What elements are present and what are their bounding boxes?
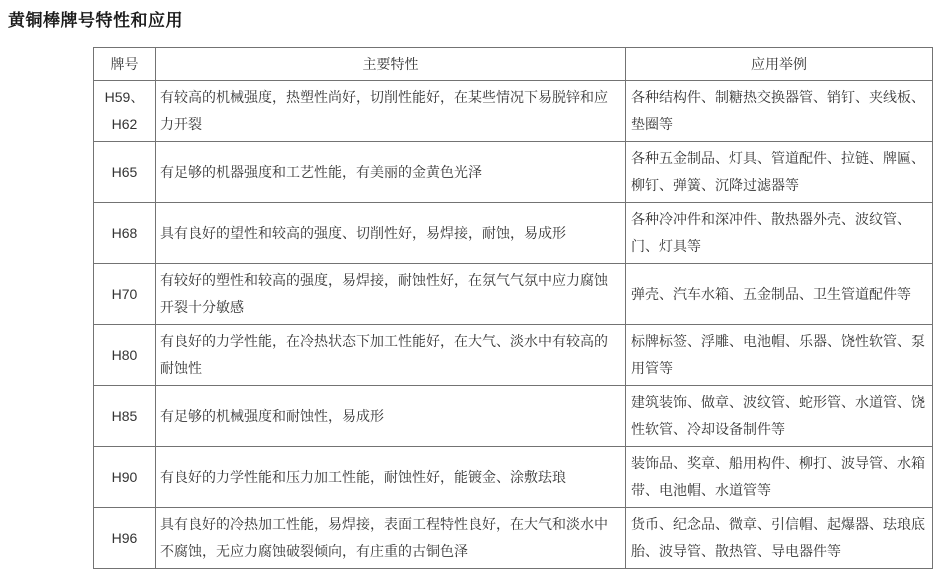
applications-cell: 装饰品、奖章、船用构件、柳打、波导管、水箱带、电池帽、水道管等 [626, 447, 933, 508]
grade-cell: H90 [94, 447, 156, 508]
applications-cell: 各种五金制品、灯具、管道配件、拉链、牌匾、柳钉、弹簧、沉降过滤器等 [626, 142, 933, 203]
features-cell: 有较高的机械强度，热塑性尚好，切削性能好，在某些情况下易脱锌和应力开裂 [156, 81, 626, 142]
grade-cell: H68 [94, 203, 156, 264]
grade-cell: H85 [94, 386, 156, 447]
table-row [94, 508, 933, 569]
grade-cell: H96 [94, 508, 156, 569]
features-cell: 有足够的机械强度和耐蚀性，易成形 [156, 386, 626, 447]
grade-cell: H80 [94, 325, 156, 386]
header-row [94, 48, 933, 81]
applications-cell: 货币、纪念品、微章、引信帽、起爆器、珐琅底胎、波导管、散热管、导电器件等 [626, 508, 933, 569]
features-cell: 有良好的力学性能，在冷热状态下加工性能好，在大气、淡水中有较高的耐蚀性 [156, 325, 626, 386]
features-cell: 有足够的机器强度和工艺性能，有美丽的金黄色光泽 [156, 142, 626, 203]
applications-cell: 标牌标签、浮雕、电池帽、乐器、饶性软管、泵用管等 [626, 325, 933, 386]
table-row [94, 142, 933, 203]
table-row [94, 325, 933, 386]
table-row [94, 203, 933, 264]
table-row [94, 447, 933, 508]
table-row [94, 386, 933, 447]
features-cell: 有良好的力学性能和压力加工性能，耐蚀性好，能镀金、涂敷珐琅 [156, 447, 626, 508]
brass-grades-table [93, 47, 933, 569]
applications-cell: 建筑装饰、做章、波纹管、蛇形管、水道管、饶性软管、冷却设备制件等 [626, 386, 933, 447]
table-row [94, 264, 933, 325]
table-header [94, 48, 933, 81]
grade-cell: H59、H62 [94, 81, 156, 142]
grade-cell: H70 [94, 264, 156, 325]
applications-cell: 各种冷冲件和深冲件、散热器外壳、波纹管、门、灯具等 [626, 203, 933, 264]
page-title: 黄铜棒牌号特性和应用 [8, 11, 183, 30]
applications-cell: 各种结构件、制糖热交换器管、销钉、夹线板、垫圈等 [626, 81, 933, 142]
grade-cell: H65 [94, 142, 156, 203]
col-header-applications: 应用举例 [626, 48, 933, 81]
applications-cell: 弹壳、汽车水箱、五金制品、卫生管道配件等 [626, 264, 933, 325]
col-header-grade: 牌号 [94, 48, 156, 81]
table-row [94, 81, 933, 142]
col-header-features: 主要特性 [156, 48, 626, 81]
features-cell: 具有良好的望性和较高的强度、切削性好，易焊接，耐蚀，易成形 [156, 203, 626, 264]
features-cell: 有较好的塑性和较高的强度，易焊接，耐蚀性好，在氛气气氛中应力腐蚀开裂十分敏感 [156, 264, 626, 325]
features-cell: 具有良好的冷热加工性能，易焊接，表面工程特性良好，在大气和淡水中不腐蚀，无应力腐蚀破裂倾向，有庄重的古铜色泽 [156, 508, 626, 569]
table-body [94, 81, 933, 569]
